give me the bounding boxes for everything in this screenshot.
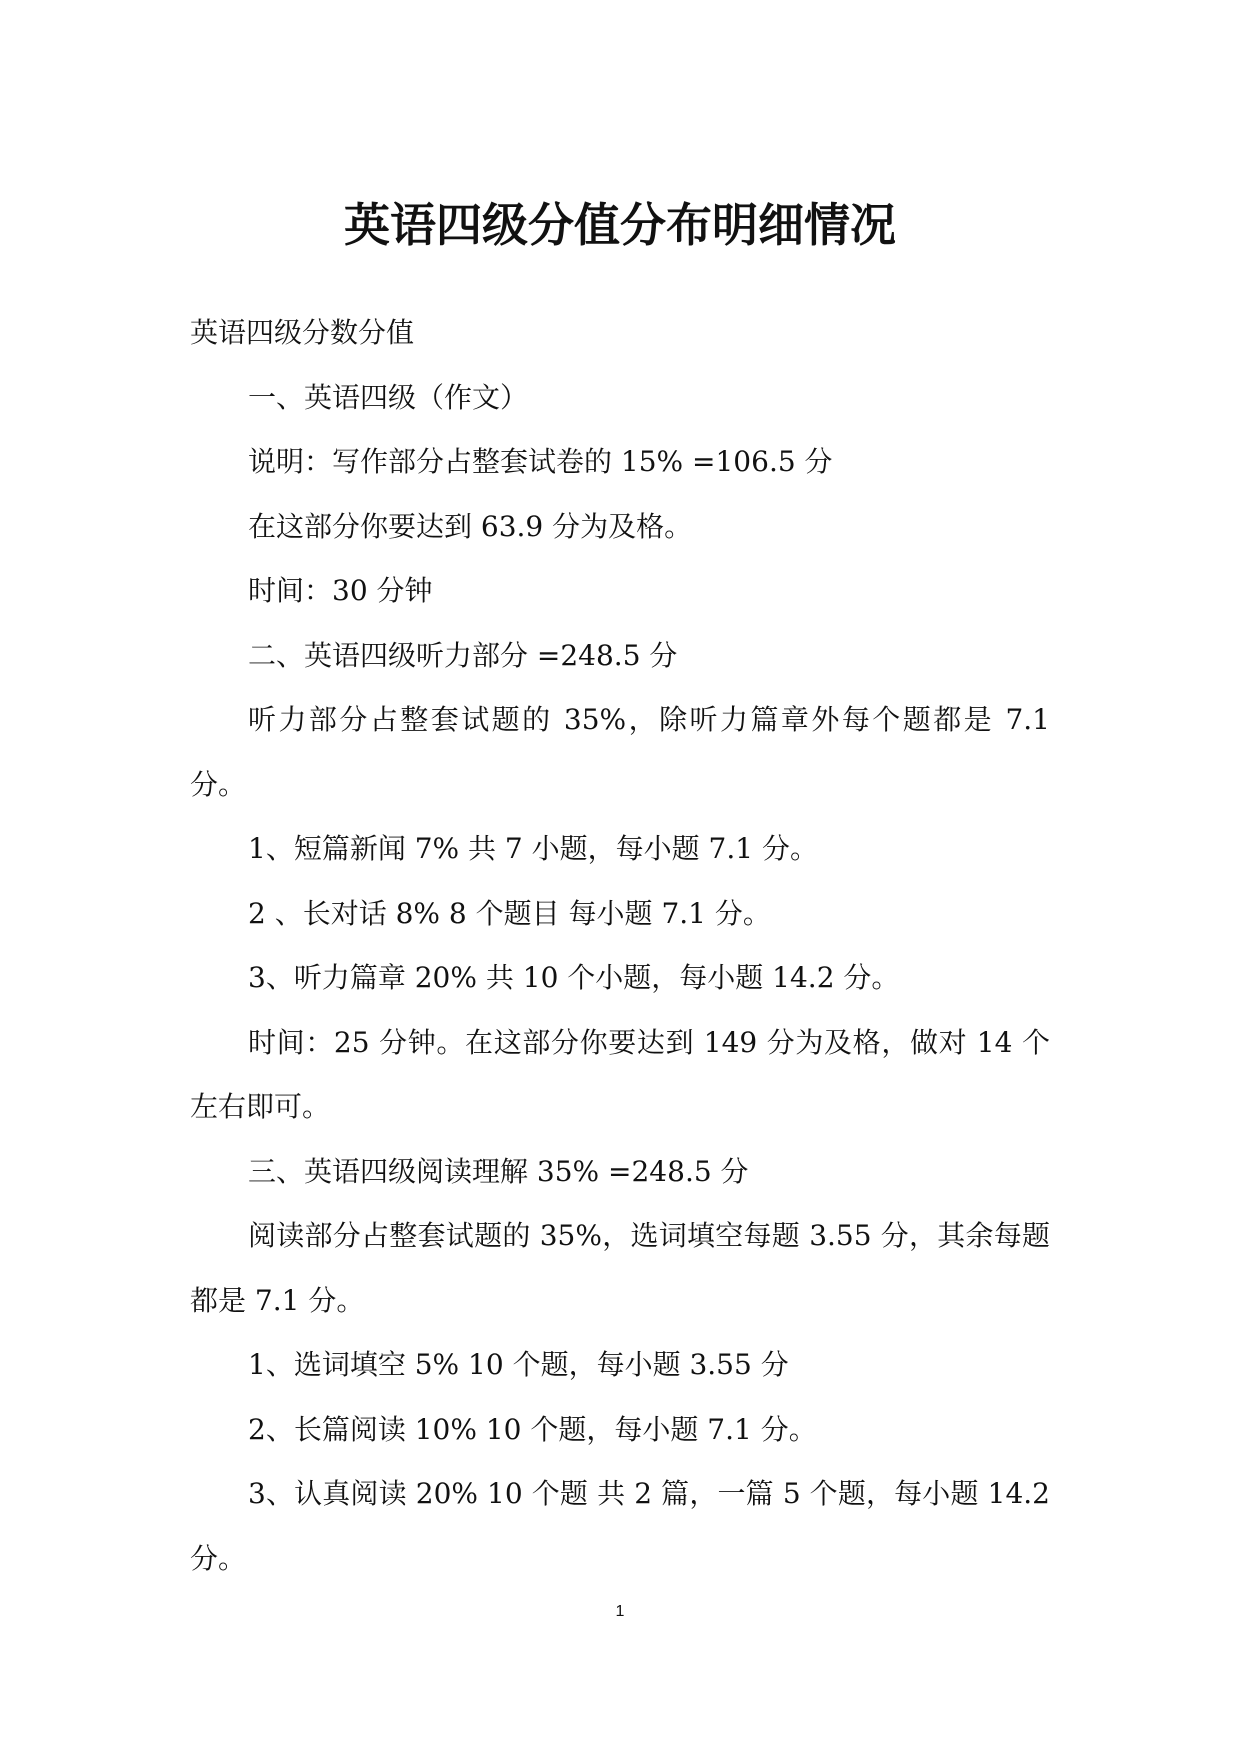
writing-section-heading: 一、英语四级（作文）: [248, 380, 529, 414]
listening-section-heading: 二、英语四级听力部分 =248.5 分: [248, 638, 678, 672]
listening-item-1: 1、短篇新闻 7% 共 7 小题，每小题 7.1 分。: [248, 832, 818, 865]
listening-time-line-1: 时间：25 分钟。在这部分你要达到 149 分为及格，做对 14 个: [248, 1025, 1050, 1059]
listening-item-2: 2 、长对话 8% 8 个题目 每小题 7.1 分。: [248, 896, 771, 930]
page-number: 1: [615, 1603, 625, 1620]
reading-description-line-2: 都是 7.1 分。: [190, 1283, 365, 1317]
section-heading: 英语四级分数分值: [190, 316, 415, 349]
writing-time: 时间：30 分钟: [248, 574, 433, 607]
reading-item-1: 1、选词填空 5% 10 个题，每小题 3.55 分: [248, 1348, 789, 1381]
reading-section-heading: 三、英语四级阅读理解 35% =248.5 分: [248, 1154, 749, 1188]
reading-description-line-1: 阅读部分占整套试题的 35%，选词填空每题 3.55 分，其余每题: [248, 1219, 1050, 1252]
listening-description-line-1: 听力部分占整套试题的 35%，除听力篇章外每个题都是 7.1: [248, 703, 1050, 736]
listening-time-line-2: 左右即可。: [190, 1090, 331, 1123]
reading-item-3-line-1: 3、认真阅读 20% 10 个题 共 2 篇，一篇 5 个题，每小题 14.2: [248, 1477, 1050, 1510]
listening-description-line-2: 分。: [190, 767, 247, 801]
writing-pass-score: 在这部分你要达到 63.9 分为及格。: [248, 509, 693, 543]
listening-item-3: 3、听力篇章 20% 共 10 个小题，每小题 14.2 分。: [248, 961, 900, 994]
reading-item-3-line-2: 分。: [190, 1541, 247, 1575]
document-title: 英语四级分值分布明细情况: [344, 198, 896, 252]
document-body: [190, 301, 1050, 1591]
writing-description: 说明：写作部分占整套试卷的 15% =106.5 分: [248, 445, 833, 478]
reading-item-2: 2、长篇阅读 10% 10 个题，每小题 7.1 分。: [248, 1412, 817, 1446]
